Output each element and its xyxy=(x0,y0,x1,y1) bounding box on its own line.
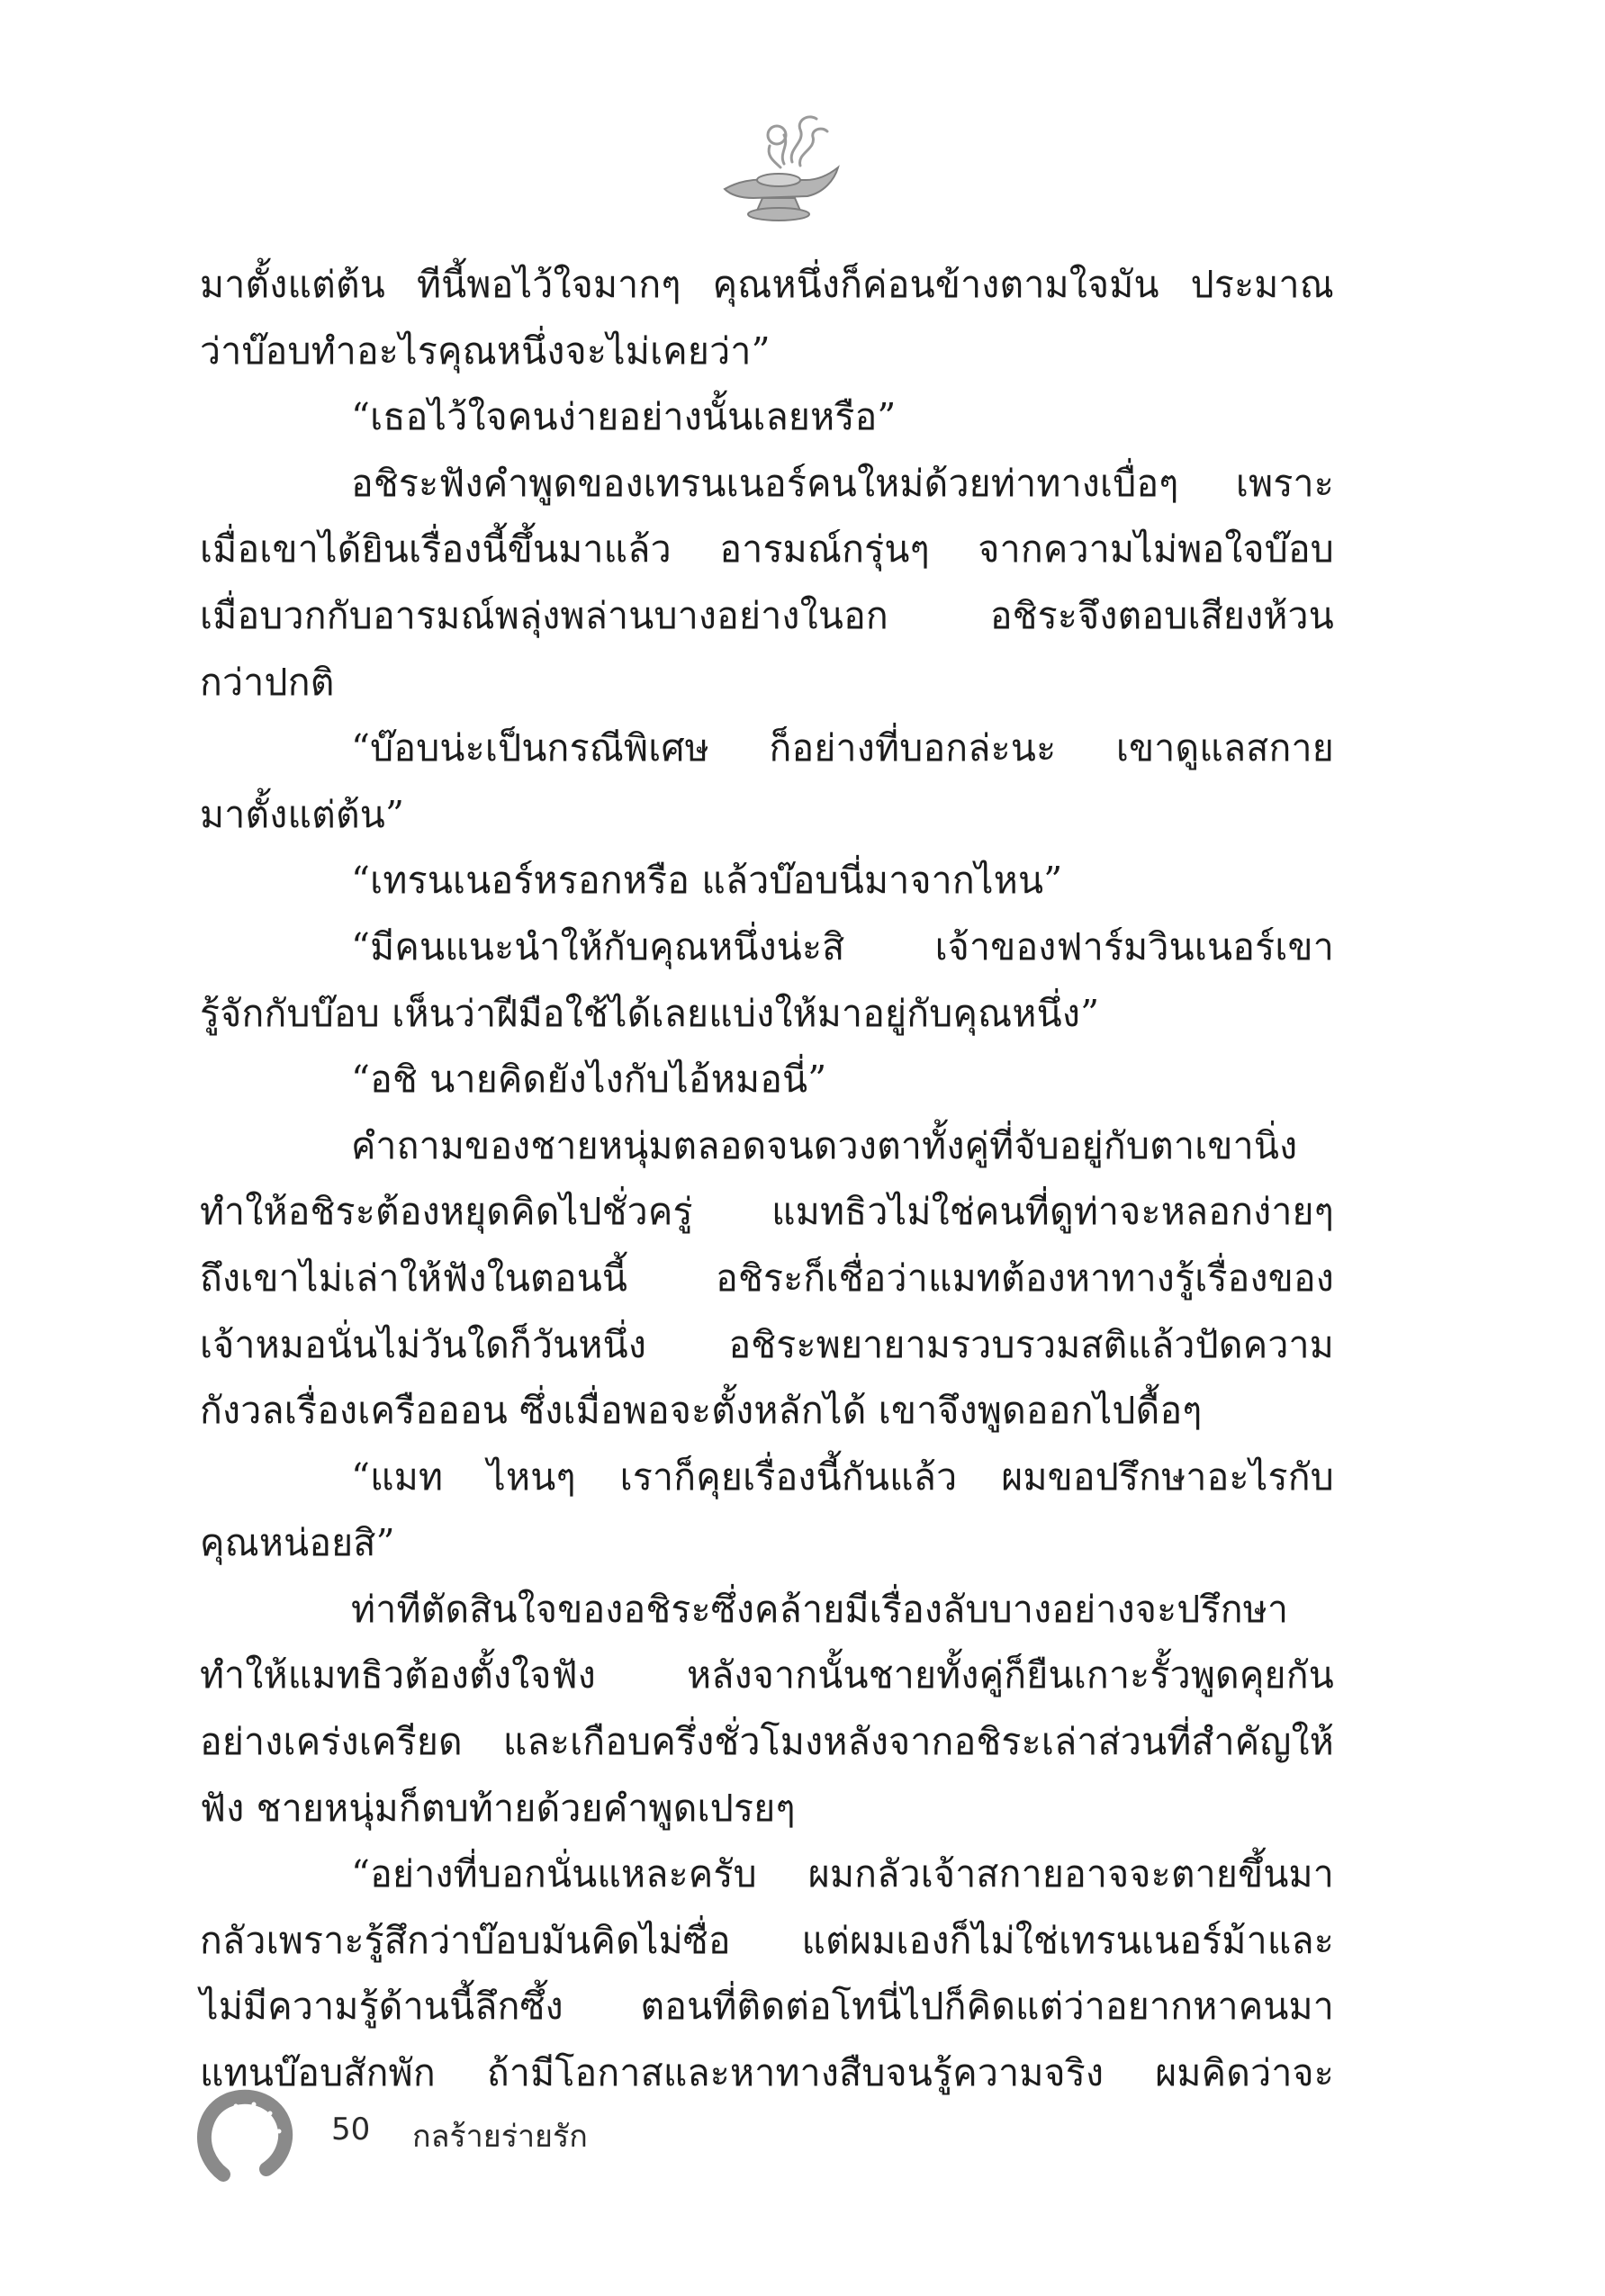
text-line: “แมท ไหนๆ เราก็คุยเรื่องนี้กันแล้ว ผมขอปรึกษาอะไรกับ xyxy=(351,1454,1334,1499)
text-line: อย่างเคร่งเครียด และเกือบครึ่งชั่วโมงหลังจากอชิระเล่าส่วนที่สำคัญให้ xyxy=(200,1720,1334,1764)
text-line: ถึงเขาไม่เล่าให้ฟังในตอนนี้ อชิระก็เชื่อว่าแมทต้องหาทางรู้เรื่องของ xyxy=(200,1256,1334,1300)
horseshoe-icon xyxy=(196,2086,295,2185)
text-line: แทนบ๊อบสักพัก ถ้ามีโอกาสและหาทางสืบจนรู้ความจริง ผมคิดว่าจะ xyxy=(200,2051,1334,2095)
text-line: กว่าปกติ xyxy=(200,660,335,704)
text-line: ทำให้อชิระต้องหยุดคิดไปชั่วครู่ แมทธิวไม่ใช่คนที่ดูท่าจะหลอกง่ายๆ xyxy=(200,1190,1334,1234)
text-line: คำถามของชายหนุ่มตลอดจนดวงตาทั้งคู่ที่จับอยู่กับตาเขานิ่ง xyxy=(351,1123,1298,1167)
text-line: “มีคนแนะนำให้กับคุณหนึ่งน่ะสิ เจ้าของฟาร์มวินเนอร์เขา xyxy=(351,924,1334,968)
text-line: มาตั้งแต่ต้น ทีนี้พอไว้ใจมากๆ คุณหนึ่งก็ค่อนข้างตามใจมัน ประมาณ xyxy=(200,263,1334,306)
text-line: ไม่มีความรู้ด้านนี้ลึกซึ้ง ตอนที่ติดต่อโทนี่ไปก็คิดแต่ว่าอยากหาคนมา xyxy=(200,1985,1334,2029)
text-line: “เทรนเนอร์หรอกหรือ แล้วบ๊อบนี่มาจากไหน” xyxy=(351,859,1063,903)
text-line: กังวลเรื่องเครือออน ซึ่งเมื่อพอจะตั้งหลักได้ เขาจึงพูดออกไปดื้อๆ xyxy=(200,1389,1203,1433)
text-line: คุณหน่อยสิ” xyxy=(200,1521,395,1565)
page-number: 50 xyxy=(331,2111,371,2147)
text-line: มาตั้งแต่ต้น” xyxy=(200,792,405,836)
text-line: เมื่อบวกกับอารมณ์พลุ่งพล่านบางอย่างในอก อชิระจึงตอบเสียงห้วน xyxy=(200,593,1334,637)
text-line: ฟัง ชายหนุ่มก็ตบท้ายด้วยคำพูดเปรยๆ xyxy=(200,1786,796,1830)
text-line: กลัวเพราะรู้สึกว่าบ๊อบมันคิดไม่ซื่อ แต่ผมเองก็ไม่ใช่เทรนเนอร์ม้าและ xyxy=(200,1918,1334,1962)
book-title: กลร้ายร่ายรัก xyxy=(412,2119,588,2155)
text-line: “อย่างที่บอกนั่นแหละครับ ผมกลัวเจ้าสกายอาจจะตายขึ้นมา xyxy=(351,1852,1334,1896)
body-text xyxy=(200,252,1334,2107)
text-line: อชิระฟังคำพูดของเทรนเนอร์คนใหม่ด้วยท่าทางเบื่อๆ เพราะ xyxy=(351,461,1334,505)
text-line: ว่าบ๊อบทำอะไรคุณหนึ่งจะไม่เคยว่า” xyxy=(200,329,771,373)
magic-lamp-icon xyxy=(707,99,851,234)
text-line: รู้จักกับบ๊อบ เห็นว่าฝีมือใช้ได้เลยแบ่งให้มาอยู่กับคุณหนึ่ง” xyxy=(200,991,1100,1035)
text-line: เจ้าหมอนั่นไม่วันใดก็วันหนึ่ง อชิระพยายามรวบรวมสติแล้วปัดความ xyxy=(200,1322,1334,1366)
page-footer xyxy=(196,2086,736,2185)
text-line: “อชิ นายคิดยังไงกับไอ้หมอนี่” xyxy=(351,1058,827,1102)
text-line: “บ๊อบน่ะเป็นกรณีพิเศษ ก็อย่างที่บอกล่ะนะ เขาดูแลสกาย xyxy=(351,726,1334,770)
text-line: ท่าทีตัดสินใจของอชิระซึ่งคล้ายมีเรื่องลับบางอย่างจะปรึกษา xyxy=(351,1587,1289,1631)
text-line: เมื่อเขาได้ยินเรื่องนี้ขึ้นมาแล้ว อารมณ์กรุ่นๆ จากความไม่พอใจบ๊อบ xyxy=(200,527,1334,572)
text-line: ทำให้แมทธิวต้องตั้งใจฟัง หลังจากนั้นชายทั้งคู่ก็ยืนเกาะรั้วพูดคุยกัน xyxy=(200,1653,1334,1697)
text-line: “เธอไว้ใจคนง่ายอย่างนั้นเลยหรือ” xyxy=(351,395,897,439)
